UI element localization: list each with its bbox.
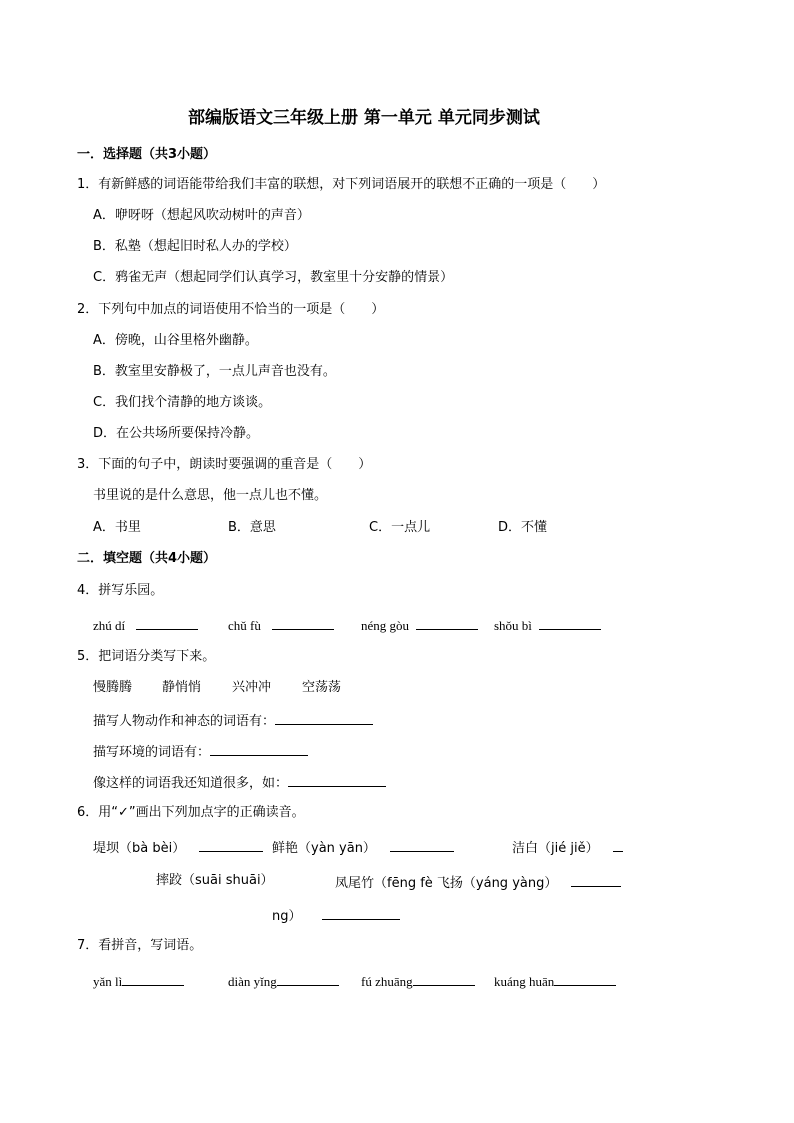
question-5-stem: 5．把词语分类写下来。	[77, 649, 216, 664]
question-2-option-a: A．傍晚，山谷里格外幽静。	[93, 333, 258, 348]
pinyin-text: néng gòu	[361, 618, 410, 633]
answer-blank[interactable]	[288, 773, 386, 787]
question-2-stem: 2．下列句中加点的词语使用不恰当的一项是（ ）	[77, 302, 385, 317]
item-text: ng）	[272, 909, 302, 924]
question-2-option-c: C．我们找个清静的地方谈谈。	[93, 395, 272, 410]
answer-blank[interactable]	[416, 616, 478, 630]
question-1-option-b: B．私塾（想起旧时私人办的学校）	[93, 239, 297, 254]
question-4-item-1	[93, 616, 198, 634]
prompt-text: 描写人物动作和神态的词语有：	[93, 714, 276, 729]
question-6-item-6	[272, 906, 400, 925]
pinyin-text: yǎn lì	[93, 974, 123, 989]
item-text: 堤坝（bà bèi）	[93, 841, 186, 856]
question-5-word-2: 静悄悄	[162, 680, 202, 695]
question-7-item-2	[228, 972, 339, 990]
answer-blank[interactable]	[390, 838, 454, 852]
question-5-line-2	[93, 742, 308, 761]
answer-blank[interactable]	[539, 616, 601, 630]
answer-blank[interactable]	[554, 972, 616, 986]
answer-blank[interactable]	[413, 972, 475, 986]
item-text: 凤尾竹（fēng fè 飞扬（yáng yàng）	[335, 876, 558, 891]
question-3-sentence: 书里说的是什么意思，他一点儿也不懂。	[93, 488, 328, 503]
question-2-option-b: B．教室里安静极了，一点儿声音也没有。	[93, 364, 336, 379]
question-3-option-a: A．书里	[93, 520, 141, 535]
section-heading-fill: 二．填空题（共4小题）	[77, 551, 217, 566]
prompt-text: 描写环境的词语有：	[93, 745, 211, 760]
pinyin-text: zhú dí	[93, 618, 126, 633]
question-7-item-3	[361, 972, 475, 990]
pinyin-text: chǔ fù	[228, 618, 261, 633]
question-4-item-4	[494, 616, 601, 634]
item-text: 洁白（jié jiě）	[512, 841, 599, 856]
question-6-item-4: 摔跤（suāi shuāi）	[156, 873, 274, 888]
answer-blank[interactable]	[322, 906, 400, 920]
question-5-word-3: 兴冲冲	[232, 680, 272, 695]
question-3-option-d: D．不懂	[498, 520, 548, 535]
pinyin-text: fú zhuāng	[361, 974, 413, 989]
section-heading-choice: 一．选择题（共3小题）	[77, 147, 217, 162]
prompt-text: 像这样的词语我还知道很多，如：	[93, 776, 289, 791]
question-1-option-a: A．咿呀呀（想起风吹动树叶的声音）	[93, 208, 310, 223]
item-text: 鲜艳（yàn yān）	[272, 841, 376, 856]
answer-blank[interactable]	[272, 616, 334, 630]
question-7-item-4	[494, 972, 616, 990]
question-3-stem: 3．下面的句子中，朗读时要强调的重音是（ ）	[77, 457, 372, 472]
question-6-item-1	[93, 838, 263, 857]
question-1-option-c: C．鸦雀无声（想起同学们认真学习，教室里十分安静的情景）	[93, 270, 454, 285]
question-7-stem: 7．看拼音，写词语。	[77, 938, 203, 953]
question-6-item-3	[512, 838, 623, 857]
answer-blank[interactable]	[613, 838, 623, 852]
pinyin-text: diàn yǐng	[228, 974, 277, 989]
question-1-stem: 1．有新鲜感的词语能带给我们丰富的联想，对下列词语展开的联想不正确的一项是（ ）	[77, 177, 606, 192]
question-2-option-d: D．在公共场所要保持冷静。	[93, 426, 260, 441]
question-5-word-4: 空荡荡	[302, 680, 342, 695]
question-4-stem: 4．拼写乐园。	[77, 583, 164, 598]
answer-blank[interactable]	[122, 972, 184, 986]
question-4-item-2	[228, 616, 334, 634]
answer-blank[interactable]	[277, 972, 339, 986]
answer-blank[interactable]	[199, 838, 263, 852]
question-3-option-c: C．一点儿	[369, 520, 431, 535]
answer-blank[interactable]	[210, 742, 308, 756]
question-5-line-1	[93, 711, 373, 730]
question-6-stem: 6．用“✓”画出下列加点字的正确读音。	[77, 805, 305, 820]
question-5-word-1: 慢腾腾	[93, 680, 133, 695]
question-3-option-b: B．意思	[228, 520, 276, 535]
answer-blank[interactable]	[136, 616, 198, 630]
question-7-item-1	[93, 972, 184, 990]
answer-blank[interactable]	[275, 711, 373, 725]
answer-blank[interactable]	[571, 873, 621, 887]
question-4-item-3	[361, 616, 478, 634]
pinyin-text: shǒu bì	[494, 618, 532, 633]
pinyin-text: kuáng huān	[494, 974, 555, 989]
question-6-item-2	[272, 838, 454, 857]
page-title: 部编版语文三年级上册 第一单元 单元同步测试	[188, 108, 540, 128]
question-6-item-5	[335, 873, 621, 892]
question-5-line-3	[93, 773, 386, 792]
